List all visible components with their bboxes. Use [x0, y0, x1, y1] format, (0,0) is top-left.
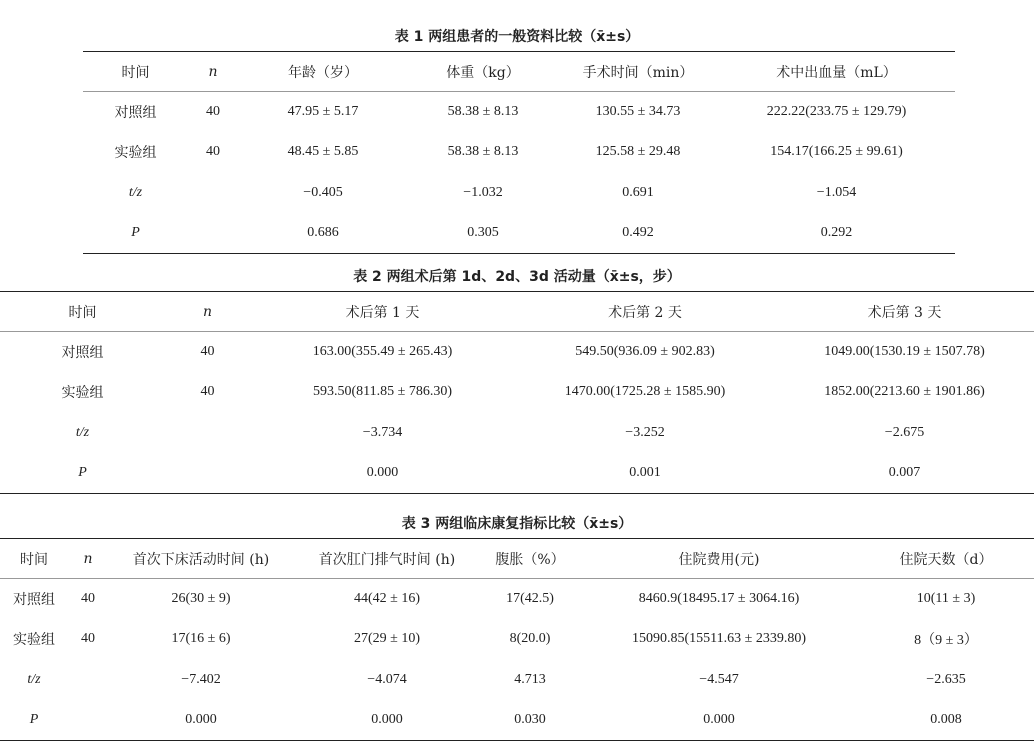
table-cell: −2.675 [884, 424, 925, 440]
table3-header-cell: 首次肛门排气时间 (h) [294, 539, 480, 579]
table-cell: P [29, 712, 39, 727]
table-cell: 0.001 [629, 465, 661, 480]
table3-header-cell: 首次下床活动时间 (h) [108, 539, 294, 579]
table-cell: 15090.85(15511.63 ± 2339.80) [632, 631, 806, 647]
table-cell: 8(20.0) [509, 631, 551, 647]
table-row [0, 372, 1034, 413]
table-cell: 47.95 ± 5.17 [287, 104, 359, 119]
table-cell: 0.008 [930, 712, 962, 727]
table2-caption: 表 2 两组术后第 1d、2d、3d 活动量（x̄±s，步） [353, 269, 681, 285]
table3-header-cell: 腹胀（%） [480, 539, 580, 579]
table-cell: 对照组 [13, 592, 55, 608]
table-cell: 0.000 [185, 712, 217, 727]
table-row [0, 700, 1034, 741]
table-row [0, 619, 1034, 660]
table-cell: 17(16 ± 6) [171, 631, 231, 647]
table-cell: 40 [200, 344, 215, 359]
table-cell: −2.635 [926, 671, 966, 687]
table-cell [165, 453, 250, 494]
table-cell: 1852.00(2213.60 ± 1901.86) [824, 384, 985, 400]
table-cell: t/z [75, 424, 90, 440]
table1-header-cell: 手术时间（min） [558, 52, 718, 92]
table-cell: 17(42.5) [506, 591, 554, 606]
table-cell: t/z [128, 184, 143, 200]
table3-header-cell: 住院天数（d） [858, 539, 1034, 579]
table-cell [165, 413, 250, 454]
table-cell: 163.00(355.49 ± 265.43) [312, 344, 453, 359]
table-cell: 实验组 [13, 632, 55, 649]
table-cell: 0.030 [514, 712, 546, 727]
table2-header-cell: 术后第 3 天 [775, 292, 1034, 332]
table-cell: 44(42 ± 16) [353, 591, 420, 606]
table-cell: 1470.00(1725.28 ± 1585.90) [564, 384, 726, 400]
table3-header-row [0, 539, 1034, 579]
table-cell: 0.686 [307, 225, 339, 240]
table-cell: 对照组 [61, 345, 104, 361]
table-cell: 26(30 ± 9) [171, 591, 231, 606]
table-row [0, 332, 1034, 373]
table-row [83, 132, 955, 173]
table-cell: 40 [206, 144, 220, 160]
table1-caption: 表 1 两组患者的一般资料比较（x̄±s） [394, 29, 640, 45]
table-row [83, 92, 955, 133]
table1 [83, 51, 955, 254]
table-cell: 0.007 [888, 465, 921, 480]
table-cell: 40 [200, 384, 215, 400]
table-cell: t/z [27, 671, 41, 687]
table1-header-cell: 术中出血量（mL） [718, 52, 955, 92]
table-cell: −3.734 [362, 424, 403, 440]
table-cell: 222.22(233.75 ± 129.79) [766, 104, 907, 119]
table1-header-cell: 年龄（岁） [238, 52, 408, 92]
table-cell: 10(11 ± 3) [916, 591, 976, 606]
table-cell: 0.691 [622, 184, 654, 200]
table3-header-cell: 时间 [0, 539, 68, 579]
table-cell: −0.405 [303, 184, 343, 200]
table1-header-cell: 时间 [83, 52, 188, 92]
table2-header-cell: n [165, 292, 250, 332]
table-cell: −7.402 [181, 671, 221, 687]
table-cell: −4.074 [367, 671, 407, 687]
table1-header-cell: 体重（kg） [408, 52, 558, 92]
table-cell: P [78, 465, 87, 480]
table-cell: 0.000 [366, 465, 399, 480]
table-cell: 40 [81, 591, 95, 606]
table3-header-cell: n [68, 539, 108, 579]
table2-header-cell: 时间 [0, 292, 165, 332]
table3-caption: 表 3 两组临床康复指标比较（x̄±s） [401, 516, 633, 532]
table1-header-cell: n [188, 52, 238, 92]
table-cell: 40 [81, 631, 95, 647]
table-row [83, 173, 955, 214]
table-cell: 0.305 [467, 225, 499, 240]
table-cell [68, 660, 108, 701]
table2-header-cell: 术后第 2 天 [515, 292, 775, 332]
table-row [83, 213, 955, 254]
table3-header-cell: 住院费用(元) [580, 539, 858, 579]
table-cell [68, 700, 108, 741]
table-cell: 154.17(166.25 ± 99.61) [770, 144, 903, 160]
table-cell: 27(29 ± 10) [353, 631, 420, 647]
table-cell: 对照组 [114, 105, 157, 121]
table-cell: 0.492 [622, 225, 654, 240]
table-cell: −3.252 [625, 424, 665, 440]
table-cell: 8（9 ± 3） [914, 633, 978, 649]
table-cell: P [131, 225, 140, 240]
table-cell: 125.58 ± 29.48 [595, 144, 681, 160]
table-cell: 1049.00(1530.19 ± 1507.78) [824, 344, 985, 359]
table-cell: −1.032 [463, 184, 503, 200]
table-cell: 8460.9(18495.17 ± 3064.16) [638, 591, 800, 606]
table-cell: 40 [206, 104, 220, 119]
table-cell: −1.054 [816, 184, 857, 200]
table2 [0, 291, 1034, 494]
table-cell: 实验组 [61, 385, 104, 402]
table-cell [188, 173, 238, 214]
table2-header-cell: 术后第 1 天 [250, 292, 515, 332]
table-row [0, 660, 1034, 701]
table-row [0, 453, 1034, 494]
table-cell: 549.50(936.09 ± 902.83) [575, 344, 715, 359]
table-cell: 实验组 [114, 145, 157, 162]
table-cell: 0.292 [820, 225, 853, 240]
table-cell [188, 213, 238, 254]
table-cell: 130.55 ± 34.73 [595, 104, 681, 119]
table-cell: 0.000 [371, 712, 403, 727]
table-cell: 48.45 ± 5.85 [287, 144, 359, 160]
table-cell: −4.547 [699, 671, 739, 687]
table-row [0, 413, 1034, 454]
table-cell: 4.713 [514, 671, 546, 687]
table3 [0, 538, 1034, 741]
table-cell: 58.38 ± 8.13 [447, 144, 519, 160]
table-row [0, 579, 1034, 620]
table-cell: 0.000 [703, 712, 735, 727]
table-cell: 58.38 ± 8.13 [447, 104, 519, 119]
table1-header-row [83, 52, 955, 92]
table2-header-row [0, 292, 1034, 332]
table-cell: 593.50(811.85 ± 786.30) [313, 384, 452, 400]
